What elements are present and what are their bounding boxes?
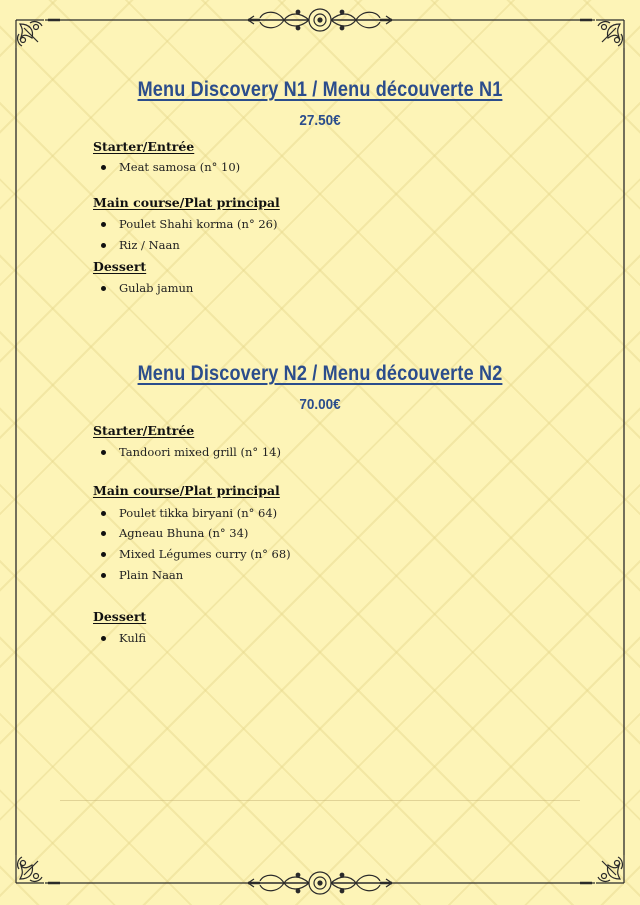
bullet-icon bbox=[101, 165, 106, 170]
menu-2-starter-heading: Starter/Entrée bbox=[93, 423, 195, 438]
bullet-icon bbox=[101, 286, 106, 291]
menu-2-starter-item: Tandoori mixed grill (n° 14) bbox=[119, 445, 281, 459]
bullet-icon bbox=[101, 243, 106, 248]
menu-1-dessert-item: Gulab jamun bbox=[119, 281, 194, 295]
menu-1-dessert-heading: Dessert bbox=[93, 259, 147, 274]
menu-1-main-heading: Main course/Plat principal bbox=[93, 195, 280, 210]
bullet-icon bbox=[101, 511, 106, 516]
menu-2-main-heading: Main course/Plat principal bbox=[93, 483, 280, 498]
list-item bbox=[101, 631, 146, 645]
bullet-icon bbox=[101, 636, 106, 641]
list-item bbox=[101, 160, 240, 174]
menu-2-dessert-item: Kulfi bbox=[119, 631, 147, 645]
list-item bbox=[101, 217, 277, 231]
menu-2-main-item: Plain Naan bbox=[119, 568, 184, 582]
menu-1-main-item: Riz / Naan bbox=[119, 238, 180, 252]
menu-2-price: 70.00€ bbox=[299, 396, 341, 413]
menu-1-starter-item: Meat samosa (n° 10) bbox=[119, 160, 241, 174]
menu-1-price: 27.50€ bbox=[299, 112, 341, 129]
bullet-icon bbox=[101, 450, 106, 455]
bullet-icon bbox=[101, 552, 106, 557]
list-item bbox=[101, 281, 193, 295]
list-item bbox=[101, 445, 281, 459]
list-item bbox=[101, 238, 180, 252]
menu-2-dessert-heading: Dessert bbox=[93, 609, 147, 624]
menu-1-title: Menu Discovery N1 / Menu découverte N1 bbox=[137, 78, 503, 101]
list-item bbox=[101, 547, 291, 561]
menu-2-title: Menu Discovery N2 / Menu découverte N2 bbox=[137, 362, 503, 385]
list-item bbox=[101, 526, 248, 540]
menu-1-starter-heading: Starter/Entrée bbox=[93, 139, 195, 154]
list-item bbox=[101, 568, 183, 582]
bullet-icon bbox=[101, 573, 106, 578]
menu-2-main-item: Agneau Bhuna (n° 34) bbox=[119, 526, 249, 540]
bullet-icon bbox=[101, 222, 106, 227]
list-item bbox=[101, 506, 277, 520]
footer-divider bbox=[60, 800, 580, 801]
menu-2-main-item: Poulet tikka biryani (n° 64) bbox=[119, 506, 278, 520]
menu-1-main-item: Poulet Shahi korma (n° 26) bbox=[119, 217, 278, 231]
bullet-icon bbox=[101, 531, 106, 536]
menu-2-main-item: Mixed Légumes curry (n° 68) bbox=[119, 547, 291, 561]
